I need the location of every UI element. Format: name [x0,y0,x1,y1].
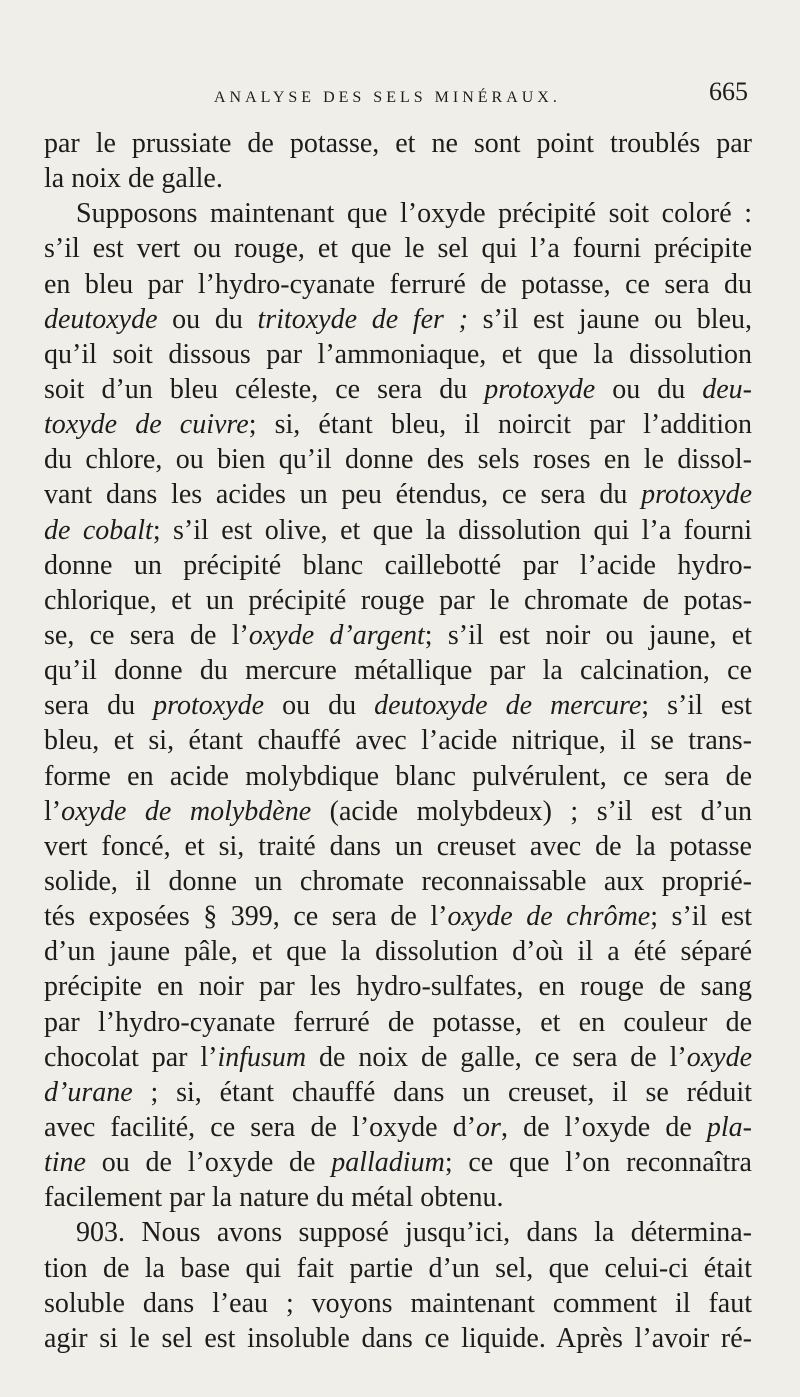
text-run: (acide molybdeux) ; s’il est d’un [311,795,752,827]
italic-term: or [476,1111,501,1143]
text-run: ; si, étant chauffé dans un creuset, il se réduit [132,1076,752,1108]
text-run: ou de l’oxyde de [86,1147,332,1179]
text-run: ou du [264,690,375,722]
text-line [44,477,752,512]
text-line [44,372,752,407]
text-run: de noix de galle, ce sera de l’ [306,1041,687,1073]
text-run: s’il est jaune ou bleu, [467,303,752,335]
text-run: , de l’oxyde de [500,1111,707,1143]
page-number: 665 [709,77,748,106]
italic-term: oxyde d’argent [248,619,425,651]
text-line: en bleu par l’hydro-cyanate ferruré de potasse, ce sera du [44,268,752,300]
running-title: ANALYSE DES SELS MINÉRAUX. [214,89,561,106]
text-line: qu’il soit dissous par l’ammoniaque, et que la dissolution [44,338,752,370]
text-line: d’un jaune pâle, et que la dissolution d’où il a été séparé [44,936,752,968]
text-line [44,407,752,442]
paragraph [44,126,752,196]
text-line [44,899,752,934]
text-run: ; ce que l’on reconnaîtra [444,1147,752,1179]
text-run: ; s’il est [650,901,752,933]
text-line: tion de la base qui fait partie d’un sel, que celui-ci était [44,1252,752,1284]
text-line: facilement par la nature du métal obtenu. [44,1182,504,1214]
text-run: ; s’il est [641,690,753,722]
text-line [44,1075,752,1110]
italic-term: palladium [331,1147,445,1179]
text-run: chocolat par l’ [44,1041,218,1073]
italic-term: oxyde [686,1041,753,1073]
italic-term: oxyde de molybdène [61,795,312,827]
text-line: bleu, et si, étant chauffé avec l’acide nitrique, il se trans- [44,725,752,757]
text-line [44,1110,752,1145]
text-line: chlorique, et un précipité rouge par le chromate de potas- [44,584,752,616]
text-run: ; si, étant bleu, il noircit par l’addition [248,409,752,441]
text-run: vant dans les acides un peu étendus, ce sera du [44,479,642,511]
text-run: ; s’il est noir ou jaune, et [424,619,752,651]
text-line: Supposons maintenant que l’oxyde précipité soit coloré : [76,198,752,230]
text-line [44,618,752,653]
text-line [44,1040,752,1075]
text-run: l’ [44,795,62,827]
italic-term: tritoxyde de fer ; [257,303,468,335]
italic-term: deutoxyde de mercure [374,690,642,722]
text-line: agir si le sel est insoluble dans ce liquide. Après l’avoir ré- [44,1322,752,1354]
text-run: ou du [595,373,703,405]
text-run: ou du [157,303,258,335]
italic-term: de cobalt [44,514,153,546]
italic-term: protoxyde [484,373,596,405]
italic-term: d’urane [44,1076,133,1108]
text-line: du chlore, ou bien qu’il donne des sels roses en le dissol- [44,444,752,476]
text-line: solide, il donne un chromate reconnaissable aux proprié- [44,865,752,897]
text-line [44,688,752,723]
text-line: par l’hydro-cyanate ferruré de potasse, et en couleur de [44,1006,752,1038]
text-run: soit d’un bleu céleste, ce sera du [44,373,485,405]
italic-term: toxyde de cuivre [44,409,249,441]
paragraph [44,1215,752,1356]
text-run: avec facilité, ce sera de l’oxyde d’ [44,1111,477,1143]
paragraph [44,196,752,1215]
text-line: donne un précipité blanc caillebotté par l’acide hydro- [44,549,752,581]
page-body [44,126,752,1356]
text-line: vert foncé, et si, traité dans un creuset avec de la potasse [44,830,752,862]
text-line: s’il est vert ou rouge, et que le sel qui l’a fourni précipite [44,233,752,265]
text-line [44,794,752,829]
italic-term: deutoxyde [44,303,158,335]
text-line: la noix de galle. [44,163,223,195]
text-line: 903. Nous avons supposé jusqu’ici, dans la détermina- [76,1217,752,1249]
text-line [44,513,752,548]
text-line: précipite en noir par les hydro-sulfates, en rouge de sang [44,971,752,1003]
text-run: ; s’il est olive, et que la dissolution qui l’a fourni [152,514,753,546]
text-run: sera du [44,690,154,722]
italic-term: protoxyde [153,690,265,722]
italic-term: protoxyde [641,479,752,511]
italic-term: tine [44,1147,86,1179]
text-run: tés exposées § 399, ce sera de l’ [44,901,448,933]
text-run: se, ce sera de l’ [44,619,249,651]
text-line: qu’il donne du mercure métallique par la calcination, ce [44,655,752,687]
text-line: soluble dans l’eau ; voyons maintenant comment il faut [44,1287,752,1319]
italic-term: oxyde de chrôme [447,901,651,933]
text-line: forme en acide molybdique blanc pulvérulent, ce sera de [44,760,752,792]
italic-term: pla- [706,1111,752,1143]
text-line [44,302,752,337]
text-line [44,1145,752,1180]
italic-term: infusum [217,1041,307,1073]
italic-term: deu- [702,373,753,405]
text-line: par le prussiate de potasse, et ne sont point troublés par [44,128,752,159]
